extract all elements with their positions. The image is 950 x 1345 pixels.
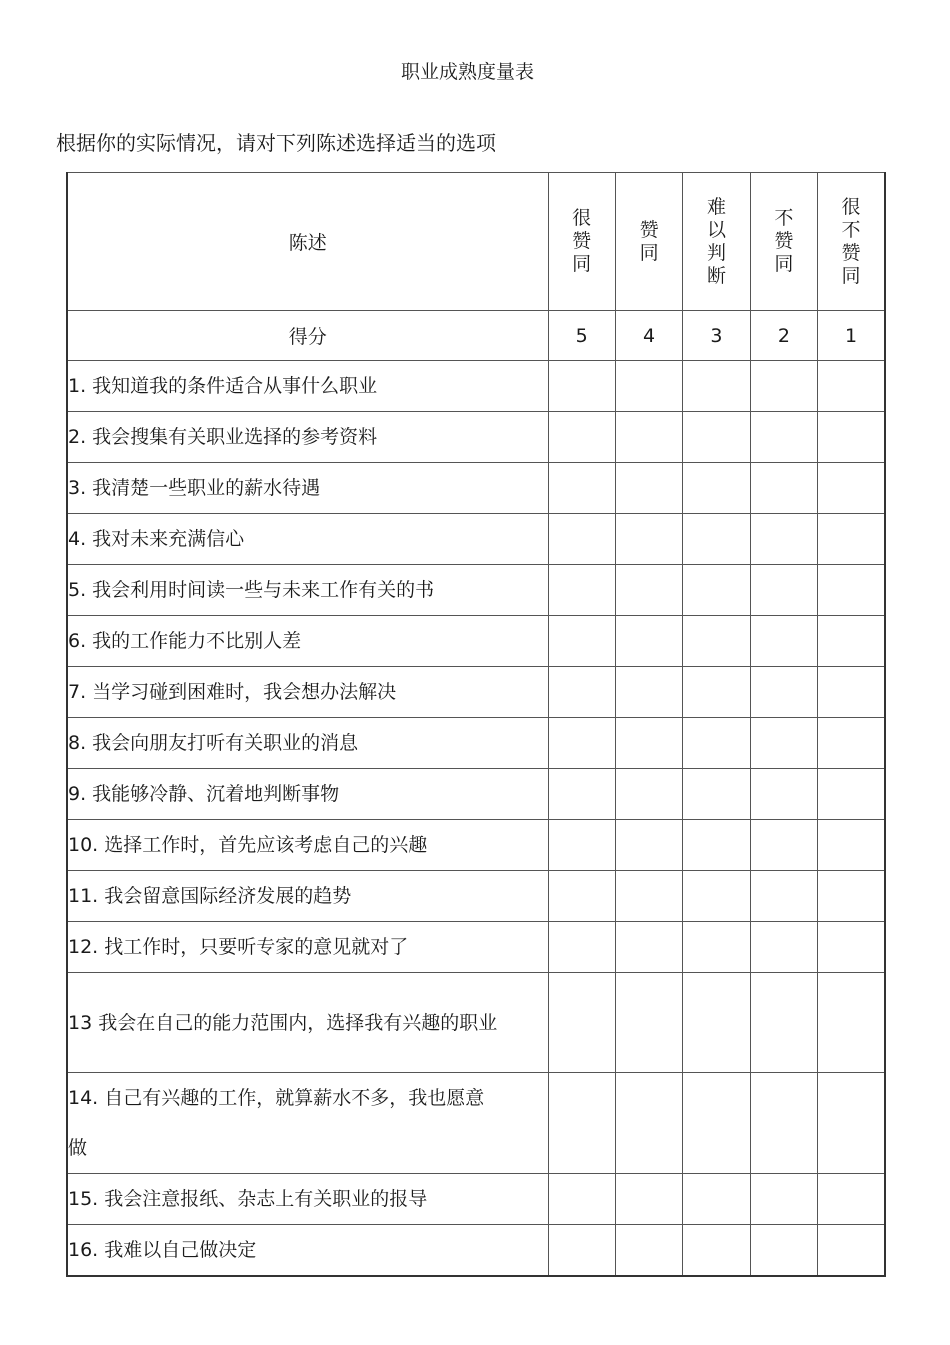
answer-cell[interactable] (818, 922, 885, 973)
answer-cell[interactable] (615, 565, 682, 616)
answer-cell[interactable] (683, 871, 750, 922)
answer-cell[interactable] (548, 616, 615, 667)
answer-cell[interactable] (615, 1174, 682, 1225)
answer-cell[interactable] (818, 463, 885, 514)
statement-text: 7. 当学习碰到困难时，我会想办法解决 (67, 667, 548, 718)
answer-cell[interactable] (548, 871, 615, 922)
answer-cell[interactable] (750, 667, 817, 718)
answer-cell[interactable] (818, 565, 885, 616)
option-header-undecided (683, 173, 750, 311)
statement-text: 5. 我会利用时间读一些与未来工作有关的书 (67, 565, 548, 616)
table-row (67, 1225, 885, 1277)
page-title: 职业成熟度量表 (400, 61, 534, 83)
table-row (67, 820, 885, 871)
answer-cell[interactable] (818, 820, 885, 871)
answer-cell[interactable] (818, 616, 885, 667)
table-row (67, 412, 885, 463)
option-header-disagree (750, 173, 817, 311)
answer-cell[interactable] (750, 718, 817, 769)
answer-cell[interactable] (818, 871, 885, 922)
answer-cell[interactable] (548, 565, 615, 616)
answer-cell[interactable] (750, 616, 817, 667)
answer-cell[interactable] (548, 463, 615, 514)
answer-cell[interactable] (750, 1073, 817, 1174)
answer-cell[interactable] (750, 412, 817, 463)
option-label: 赞同 (639, 218, 659, 264)
answer-cell[interactable] (683, 1174, 750, 1225)
answer-cell[interactable] (750, 769, 817, 820)
answer-cell[interactable] (818, 514, 885, 565)
statement-text: 8. 我会向朋友打听有关职业的消息 (67, 718, 548, 769)
statement-text: 2. 我会搜集有关职业选择的参考资料 (67, 412, 548, 463)
statement-text: 16. 我难以自己做决定 (67, 1225, 548, 1277)
statement-text: 12. 找工作时，只要听专家的意见就对了 (67, 922, 548, 973)
answer-cell[interactable] (683, 412, 750, 463)
statement-text: 9. 我能够冷静、沉着地判断事物 (67, 769, 548, 820)
table-row (67, 463, 885, 514)
answer-cell[interactable] (683, 718, 750, 769)
answer-cell[interactable] (818, 1073, 885, 1174)
answer-cell[interactable] (548, 1174, 615, 1225)
answer-cell[interactable] (818, 769, 885, 820)
answer-cell[interactable] (750, 820, 817, 871)
answer-cell[interactable] (683, 667, 750, 718)
statement-text: 1. 我知道我的条件适合从事什么职业 (67, 361, 548, 412)
answer-cell[interactable] (818, 1174, 885, 1225)
statement-text: 6. 我的工作能力不比别人差 (67, 616, 548, 667)
answer-cell[interactable] (683, 463, 750, 514)
answer-cell[interactable] (750, 973, 817, 1073)
answer-cell[interactable] (818, 973, 885, 1073)
option-header-strongly-agree (548, 173, 615, 311)
table-row (67, 1073, 885, 1174)
answer-cell[interactable] (683, 922, 750, 973)
answer-cell[interactable] (548, 361, 615, 412)
statement-text: 3. 我清楚一些职业的薪水待遇 (67, 463, 548, 514)
answer-cell[interactable] (615, 514, 682, 565)
statement-text: 4. 我对未来充满信心 (67, 514, 548, 565)
answer-cell[interactable] (615, 922, 682, 973)
answer-cell[interactable] (750, 565, 817, 616)
answer-cell[interactable] (548, 973, 615, 1073)
answer-cell[interactable] (615, 973, 682, 1073)
score-value: 1 (818, 311, 885, 361)
answer-cell[interactable] (750, 463, 817, 514)
answer-cell[interactable] (615, 667, 682, 718)
answer-cell[interactable] (548, 514, 615, 565)
statement-text: 14. 自己有兴趣的工作，就算薪水不多，我也愿意做 (67, 1073, 548, 1174)
answer-cell[interactable] (683, 1073, 750, 1174)
answer-cell[interactable] (683, 361, 750, 412)
table-row (67, 616, 885, 667)
answer-cell[interactable] (750, 514, 817, 565)
answer-cell[interactable] (750, 361, 817, 412)
score-value: 2 (750, 311, 817, 361)
option-label: 难以判断 (706, 195, 726, 287)
answer-cell[interactable] (750, 922, 817, 973)
answer-cell[interactable] (548, 1225, 615, 1277)
table-row (67, 871, 885, 922)
option-label: 很不赞同 (841, 195, 861, 287)
score-label: 得分 (67, 311, 548, 361)
answer-cell[interactable] (615, 463, 682, 514)
score-row (67, 311, 885, 361)
score-value: 4 (615, 311, 682, 361)
answer-cell[interactable] (615, 871, 682, 922)
answer-cell[interactable] (683, 1225, 750, 1277)
option-header-agree (615, 173, 682, 311)
statement-text: 15. 我会注意报纸、杂志上有关职业的报导 (67, 1174, 548, 1225)
table-row (67, 667, 885, 718)
answer-cell[interactable] (548, 412, 615, 463)
table-row (67, 769, 885, 820)
answer-cell[interactable] (615, 769, 682, 820)
answer-cell[interactable] (615, 361, 682, 412)
answer-cell[interactable] (683, 769, 750, 820)
table-row (67, 922, 885, 973)
maturity-scale-table (66, 172, 886, 1277)
answer-cell[interactable] (548, 769, 615, 820)
statement-text: 11. 我会留意国际经济发展的趋势 (67, 871, 548, 922)
option-header-strongly-disagree (818, 173, 885, 311)
statement-text: 13 我会在自己的能力范围内，选择我有兴趣的职业 (67, 973, 548, 1073)
answer-cell[interactable] (683, 514, 750, 565)
answer-cell[interactable] (818, 1225, 885, 1277)
answer-cell[interactable] (548, 1073, 615, 1174)
table-row (67, 973, 885, 1073)
option-label: 不赞同 (774, 207, 794, 275)
answer-cell[interactable] (683, 820, 750, 871)
table-row (67, 1174, 885, 1225)
answer-cell[interactable] (615, 412, 682, 463)
answer-cell[interactable] (615, 718, 682, 769)
answer-cell[interactable] (683, 973, 750, 1073)
option-label: 很赞同 (572, 207, 592, 275)
statement-text: 10. 选择工作时，首先应该考虑自己的兴趣 (67, 820, 548, 871)
table-row (67, 718, 885, 769)
score-value: 5 (548, 311, 615, 361)
answer-cell[interactable] (683, 565, 750, 616)
answer-cell[interactable] (615, 820, 682, 871)
answer-cell[interactable] (818, 412, 885, 463)
answer-cell[interactable] (818, 718, 885, 769)
score-value: 3 (683, 311, 750, 361)
table-row (67, 565, 885, 616)
table-row (67, 361, 885, 412)
answer-cell[interactable] (750, 871, 817, 922)
answer-cell[interactable] (750, 1225, 817, 1277)
answer-cell[interactable] (548, 667, 615, 718)
answer-cell[interactable] (683, 616, 750, 667)
answer-cell[interactable] (750, 1174, 817, 1225)
answer-cell[interactable] (818, 361, 885, 412)
answer-cell[interactable] (548, 718, 615, 769)
answer-cell[interactable] (615, 1073, 682, 1174)
statement-header: 陈述 (67, 173, 548, 311)
table-row (67, 514, 885, 565)
answer-cell[interactable] (818, 667, 885, 718)
answer-cell[interactable] (615, 1225, 682, 1277)
header-row (67, 173, 885, 311)
answer-cell[interactable] (548, 922, 615, 973)
instruction-text: 根据你的实际情况，请对下列陈述选择适当的选项 (56, 131, 496, 155)
answer-cell[interactable] (615, 616, 682, 667)
answer-cell[interactable] (548, 820, 615, 871)
